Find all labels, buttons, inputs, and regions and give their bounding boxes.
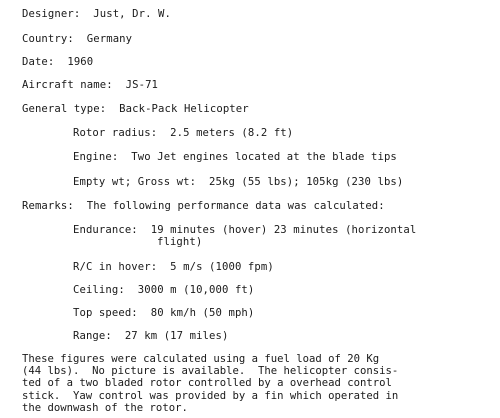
summary-paragraph xyxy=(22,353,492,414)
engine-line: Engine: Two Jet engines located at the blade tips xyxy=(73,151,397,163)
range-line: Range: 27 km (17 miles) xyxy=(73,330,229,342)
paragraph-line: stick. Yaw control was provided by a fin which operated in xyxy=(22,389,399,402)
aircraft-name-line: Aircraft name: JS-71 xyxy=(22,79,159,91)
general-type-line: General type: Back-Pack Helicopter xyxy=(22,103,249,115)
designer-line: Designer: Just, Dr. W. xyxy=(22,8,171,20)
rotor-radius-line: Rotor radius: 2.5 meters (8.2 ft) xyxy=(73,127,294,139)
ceiling-line: Ceiling: 3000 m (10,000 ft) xyxy=(73,284,255,296)
paragraph-line: ted of a two bladed rotor controlled by a overhead control xyxy=(22,377,392,390)
rc-hover-line: R/C in hover: 5 m/s (1000 fpm) xyxy=(73,261,274,273)
remarks-line: Remarks: The following performance data was calculated: xyxy=(22,200,385,212)
top-speed-line: Top speed: 80 km/h (50 mph) xyxy=(73,307,255,319)
date-line: Date: 1960 xyxy=(22,56,94,68)
country-line: Country: Germany xyxy=(22,33,133,45)
paragraph-line: These figures were calculated using a fuel load of 20 Kg xyxy=(22,353,380,365)
paragraph-line: the downwash of the rotor. xyxy=(22,401,188,414)
paragraph-line: (44 lbs). No picture is available. The helicopter consis- xyxy=(22,365,399,378)
endurance-line: Endurance: 19 minutes (hover) 23 minutes (horizontal xyxy=(73,224,417,236)
endurance-continuation: flight) xyxy=(157,236,203,248)
weights-line: Empty wt; Gross wt: 25kg (55 lbs); 105kg (230 lbs) xyxy=(73,176,404,188)
